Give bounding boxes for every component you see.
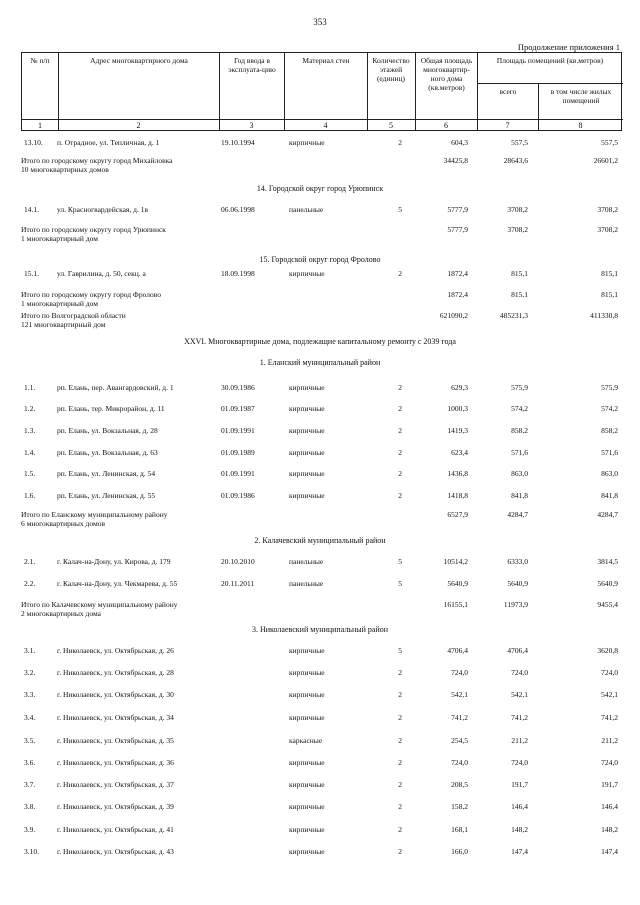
row-number: 1.5. xyxy=(24,469,36,478)
table-row xyxy=(0,578,640,590)
row-address: г. Николаевск, ул. Октябрьская, д. 36 xyxy=(57,758,174,767)
col-num-3: 3 xyxy=(249,121,254,130)
table-row xyxy=(0,645,640,657)
section-title: 14. Городской округ город Урюпинск xyxy=(256,184,384,193)
total-label: Итого по городскому округу город Фролово xyxy=(21,290,161,299)
total-label: Итого по Калачевскому муниципальному району xyxy=(21,600,178,609)
row-year: 01.09.1989 xyxy=(221,448,255,457)
row-year: 01.09.1991 xyxy=(221,469,255,478)
row-floors: 2 xyxy=(398,138,402,147)
row-address: рп. Елань, ул. Вокзальная, д. 63 xyxy=(57,448,158,457)
row-material: панельные xyxy=(289,205,324,214)
table-row xyxy=(0,556,640,568)
row-material: панельные xyxy=(289,557,324,566)
table-row xyxy=(0,268,640,280)
row-area-residential: 3814,5 xyxy=(597,557,618,566)
row-total-area: 741,2 xyxy=(451,713,468,722)
row-material: кирпичные xyxy=(289,825,325,834)
header-premises-area: Площадь помещений (кв.метров) xyxy=(496,56,604,65)
row-number: 13.10. xyxy=(24,138,43,147)
row-floors: 2 xyxy=(398,469,402,478)
row-floors: 2 xyxy=(398,736,402,745)
row-area-residential: 557,5 xyxy=(601,138,618,147)
row-number: 3.2. xyxy=(24,668,36,677)
row-year: 19.10.1994 xyxy=(221,138,255,147)
row-address: рп. Елань, ул. Ленинская, д. 54 xyxy=(57,469,156,478)
continuation-label: Продолжение приложения 1 xyxy=(517,42,620,52)
row-area-residential: 863,0 xyxy=(601,469,618,478)
row-area-residential: 574,2 xyxy=(601,404,618,413)
col-num-4: 4 xyxy=(323,121,328,130)
row-total-area: 1872,4 xyxy=(447,269,468,278)
row-address: п. Отрадное, ул. Тепличная, д. 1 xyxy=(57,138,160,147)
row-address: г. Калач-на-Дону, ул. Чекмарева, д. 55 xyxy=(57,579,178,588)
row-area-all: 191,7 xyxy=(511,780,528,789)
row-area-residential: 542,1 xyxy=(601,690,618,699)
table-row xyxy=(0,382,640,394)
row-address: г. Николаевск, ул. Октябрьская, д. 28 xyxy=(57,668,174,677)
row-material: кирпичные xyxy=(289,426,325,435)
section-title: 3. Николаевский муниципальный район xyxy=(251,625,389,634)
row-area-residential: 147,4 xyxy=(601,847,618,856)
table-row xyxy=(0,204,640,216)
total-area: 621090,2 xyxy=(439,311,468,320)
row-total-area: 4706,4 xyxy=(447,646,468,655)
total-area: 5777,9 xyxy=(447,225,468,234)
row-area-residential: 5640,9 xyxy=(597,579,618,588)
row-area-all: 841,8 xyxy=(511,491,528,500)
row-total-area: 542,1 xyxy=(451,690,468,699)
section-title: 15. Городской округ город Фролово xyxy=(259,255,381,264)
row-material: кирпичные xyxy=(289,847,325,856)
row-area-all: 575,9 xyxy=(511,383,528,392)
total-area-residential: 9455,4 xyxy=(597,600,618,609)
table-row xyxy=(0,735,640,747)
row-area-all: 6333,0 xyxy=(507,557,528,566)
row-area-all: 211,2 xyxy=(511,736,528,745)
row-total-area: 629,3 xyxy=(451,383,468,392)
row-area-all: 724,0 xyxy=(511,758,528,767)
row-area-residential: 724,0 xyxy=(601,668,618,677)
row-year: 06.06.1998 xyxy=(221,205,255,214)
section-title: 2. Калачевский муниципальный район xyxy=(254,536,386,545)
total-area-all: 485231,3 xyxy=(499,311,528,320)
row-material: кирпичные xyxy=(289,469,325,478)
table-row xyxy=(0,468,640,480)
header-floors: Количество этажей (единиц) xyxy=(372,56,410,83)
total-area-residential: 815,1 xyxy=(601,290,618,299)
row-total-area: 208,5 xyxy=(451,780,468,789)
row-floors: 2 xyxy=(398,847,402,856)
row-number: 3.6. xyxy=(24,758,36,767)
row-address: г. Николаевск, ул. Октябрьская, д. 26 xyxy=(57,646,174,655)
total-area-residential: 4284,7 xyxy=(597,510,618,519)
section-title: XXVI. Многоквартирные дома, подлежащие капитальному ремонту с 2039 года xyxy=(184,337,456,346)
row-area-all: 3708,2 xyxy=(507,205,528,214)
col-num-2: 2 xyxy=(136,121,141,130)
table-row xyxy=(0,801,640,813)
total-area: 34425,8 xyxy=(443,156,468,165)
row-address: г. Николаевск, ул. Октябрьская, д. 35 xyxy=(57,736,174,745)
row-number: 1.3. xyxy=(24,426,36,435)
row-floors: 2 xyxy=(398,825,402,834)
row-number: 1.2. xyxy=(24,404,36,413)
row-floors: 2 xyxy=(398,383,402,392)
row-area-all: 858,2 xyxy=(511,426,528,435)
row-floors: 2 xyxy=(398,448,402,457)
row-floors: 2 xyxy=(398,713,402,722)
row-total-area: 724,0 xyxy=(451,758,468,767)
row-address: ул. Гаврилина, д. 50, секц. а xyxy=(57,269,146,278)
row-year: 20.10.2010 xyxy=(221,557,255,566)
row-year: 01.09.1991 xyxy=(221,426,255,435)
row-material: кирпичные xyxy=(289,383,325,392)
col-num-6: 6 xyxy=(444,121,448,130)
col-num-7: 7 xyxy=(505,121,510,130)
row-number: 3.7. xyxy=(24,780,36,789)
row-year: 20.11.2011 xyxy=(221,579,255,588)
row-floors: 2 xyxy=(398,802,402,811)
total-count: 121 многоквартирный дом xyxy=(21,320,106,329)
page-number: 353 xyxy=(313,17,327,27)
header-residential: в том числе жилых помещений xyxy=(550,87,612,105)
row-total-area: 5777,9 xyxy=(447,205,468,214)
row-material: кирпичные xyxy=(289,802,325,811)
row-area-residential: 724,0 xyxy=(601,758,618,767)
header-all: всего xyxy=(499,87,517,96)
row-number: 14.1. xyxy=(24,205,39,214)
row-total-area: 5640,9 xyxy=(447,579,468,588)
table-row xyxy=(0,846,640,858)
total-label: Итого по городскому округу город Урюпинск xyxy=(21,225,166,234)
row-year: 01.09.1986 xyxy=(221,491,255,500)
row-address: рп. Елань, ул. Вокзальная, д. 28 xyxy=(57,426,158,435)
total-count: 2 многоквартирных дома xyxy=(21,609,102,618)
row-total-area: 10514,2 xyxy=(443,557,468,566)
header-num: № п/п xyxy=(30,56,50,65)
row-area-all: 741,2 xyxy=(511,713,528,722)
row-total-area: 1418,8 xyxy=(447,491,468,500)
row-number: 15.1. xyxy=(24,269,39,278)
row-address: рп. Елань, ул. Ленинская, д. 55 xyxy=(57,491,156,500)
total-area-all: 4284,7 xyxy=(507,510,528,519)
col-num-1: 1 xyxy=(38,121,42,130)
table-row xyxy=(0,667,640,679)
row-floors: 5 xyxy=(398,646,402,655)
total-label: Итого по городскому округу город Михайловка xyxy=(21,156,173,165)
table-row xyxy=(0,447,640,459)
row-address: г. Николаевск, ул. Октябрьская, д. 34 xyxy=(57,713,174,722)
row-material: кирпичные xyxy=(289,404,325,413)
row-number: 3.9. xyxy=(24,825,36,834)
total-area-residential: 26601,2 xyxy=(593,156,618,165)
table-row xyxy=(0,137,640,149)
row-material: кирпичные xyxy=(289,668,325,677)
table-row xyxy=(0,425,640,437)
row-floors: 2 xyxy=(398,780,402,789)
row-address: г. Николаевск, ул. Октябрьская, д. 30 xyxy=(57,690,174,699)
row-area-residential: 841,8 xyxy=(601,491,618,500)
row-address: рп. Елань, пер. Авангардовский, д. 1 xyxy=(57,383,174,392)
row-floors: 2 xyxy=(398,668,402,677)
total-area-all: 815,1 xyxy=(511,290,528,299)
row-floors: 5 xyxy=(398,205,402,214)
header-address: Адрес многоквартирного дома xyxy=(90,56,188,65)
row-total-area: 724,0 xyxy=(451,668,468,677)
row-area-all: 148,2 xyxy=(511,825,528,834)
row-area-all: 147,4 xyxy=(511,847,528,856)
row-number: 2.2. xyxy=(24,579,36,588)
row-total-area: 168,1 xyxy=(451,825,468,834)
row-area-residential: 3620,8 xyxy=(597,646,618,655)
row-floors: 2 xyxy=(398,426,402,435)
row-area-residential: 146,4 xyxy=(601,802,618,811)
total-area: 16155,1 xyxy=(443,600,468,609)
total-count: 1 многоквартирный дом xyxy=(21,234,98,243)
row-floors: 2 xyxy=(398,690,402,699)
total-count: 10 многоквартирных домов xyxy=(21,165,109,174)
row-address: ул. Красногвардейская, д. 1в xyxy=(57,205,148,214)
row-area-all: 146,4 xyxy=(511,802,528,811)
row-total-area: 604,3 xyxy=(451,138,468,147)
row-material: кирпичные xyxy=(289,138,325,147)
row-total-area: 166,0 xyxy=(451,847,468,856)
row-number: 1.4. xyxy=(24,448,36,457)
row-number: 1.1. xyxy=(24,383,36,392)
row-area-residential: 858,2 xyxy=(601,426,618,435)
total-area-residential: 3708,2 xyxy=(597,225,618,234)
total-area: 6527,9 xyxy=(447,510,468,519)
row-area-residential: 815,1 xyxy=(601,269,618,278)
row-area-residential: 211,2 xyxy=(601,736,618,745)
row-floors: 2 xyxy=(398,269,402,278)
table-row xyxy=(0,757,640,769)
row-area-all: 863,0 xyxy=(511,469,528,478)
row-number: 3.1. xyxy=(24,646,36,655)
row-number: 3.10. xyxy=(24,847,39,856)
row-address: г. Николаевск, ул. Октябрьская, д. 37 xyxy=(57,780,174,789)
row-material: кирпичные xyxy=(289,491,325,500)
table-row xyxy=(0,403,640,415)
row-area-residential: 741,2 xyxy=(601,713,618,722)
row-area-all: 724,0 xyxy=(511,668,528,677)
total-area-residential: 411330,8 xyxy=(590,311,618,320)
row-total-area: 1419,3 xyxy=(447,426,468,435)
header-total-area: Общая площадь многоквартир-ного дома (кв.метров) xyxy=(420,56,473,92)
header-material: Материал стен xyxy=(302,56,350,65)
row-floors: 2 xyxy=(398,404,402,413)
row-address: г. Николаевск, ул. Октябрьская, д. 39 xyxy=(57,802,174,811)
row-year: 18.09.1998 xyxy=(221,269,255,278)
section-title: 1. Еланский муниципальный район xyxy=(259,358,381,367)
row-floors: 2 xyxy=(398,491,402,500)
row-number: 3.5. xyxy=(24,736,36,745)
row-area-all: 574,2 xyxy=(511,404,528,413)
table-row xyxy=(0,712,640,724)
total-label: Итого по Еланскому муниципальному району xyxy=(21,510,168,519)
row-area-residential: 191,7 xyxy=(601,780,618,789)
row-address: г. Николаевск, ул. Октябрьская, д. 41 xyxy=(57,825,174,834)
row-material: каркасные xyxy=(289,736,323,745)
row-area-all: 557,5 xyxy=(511,138,528,147)
total-area-all: 11973,9 xyxy=(503,600,528,609)
row-material: кирпичные xyxy=(289,690,325,699)
table-row xyxy=(0,779,640,791)
total-count: 1 многоквартирный дом xyxy=(21,299,98,308)
row-material: кирпичные xyxy=(289,713,325,722)
row-address: рп. Елань, тер. Микрорайон, д. 11 xyxy=(57,404,165,413)
total-count: 6 многоквартирных домов xyxy=(21,519,106,528)
row-area-residential: 3708,2 xyxy=(597,205,618,214)
row-number: 1.6. xyxy=(24,491,36,500)
row-year: 01.09.1987 xyxy=(221,404,255,413)
col-num-8: 8 xyxy=(578,121,583,130)
row-number: 3.3. xyxy=(24,690,36,699)
row-area-residential: 148,2 xyxy=(601,825,618,834)
row-area-all: 571,6 xyxy=(511,448,528,457)
row-material: панельные xyxy=(289,579,324,588)
row-number: 3.8. xyxy=(24,802,36,811)
row-total-area: 1000,3 xyxy=(447,404,468,413)
row-number: 2.1. xyxy=(24,557,36,566)
row-floors: 5 xyxy=(398,557,402,566)
table-row xyxy=(0,824,640,836)
total-label: Итого по Волгоградской области xyxy=(21,311,126,320)
row-area-all: 4706,4 xyxy=(507,646,528,655)
total-area-all: 3708,2 xyxy=(507,225,528,234)
row-area-all: 815,1 xyxy=(511,269,528,278)
row-floors: 5 xyxy=(398,579,402,588)
row-total-area: 623,4 xyxy=(451,448,468,457)
row-floors: 2 xyxy=(398,758,402,767)
row-area-all: 5640,9 xyxy=(507,579,528,588)
table-header xyxy=(21,52,622,131)
total-area: 1872,4 xyxy=(447,290,468,299)
table-row xyxy=(0,689,640,701)
row-total-area: 254,5 xyxy=(451,736,468,745)
table-row xyxy=(0,490,640,502)
row-material: кирпичные xyxy=(289,269,325,278)
total-area-all: 28643,6 xyxy=(503,156,528,165)
row-material: кирпичные xyxy=(289,448,325,457)
row-material: кирпичные xyxy=(289,646,325,655)
row-total-area: 158,2 xyxy=(451,802,468,811)
row-total-area: 1436,8 xyxy=(447,469,468,478)
row-area-residential: 575,9 xyxy=(601,383,618,392)
row-number: 3.4. xyxy=(24,713,36,722)
col-num-5: 5 xyxy=(389,121,393,130)
row-material: кирпичные xyxy=(289,758,325,767)
row-address: г. Калач-на-Дону, ул. Кирова, д. 179 xyxy=(57,557,171,566)
row-area-residential: 571,6 xyxy=(601,448,618,457)
header-year: Год ввода в эксплуата-цию xyxy=(228,56,276,74)
row-material: кирпичные xyxy=(289,780,325,789)
row-year: 30.09.1986 xyxy=(221,383,255,392)
row-address: г. Николаевск, ул. Октябрьская, д. 43 xyxy=(57,847,174,856)
row-area-all: 542,1 xyxy=(511,690,528,699)
